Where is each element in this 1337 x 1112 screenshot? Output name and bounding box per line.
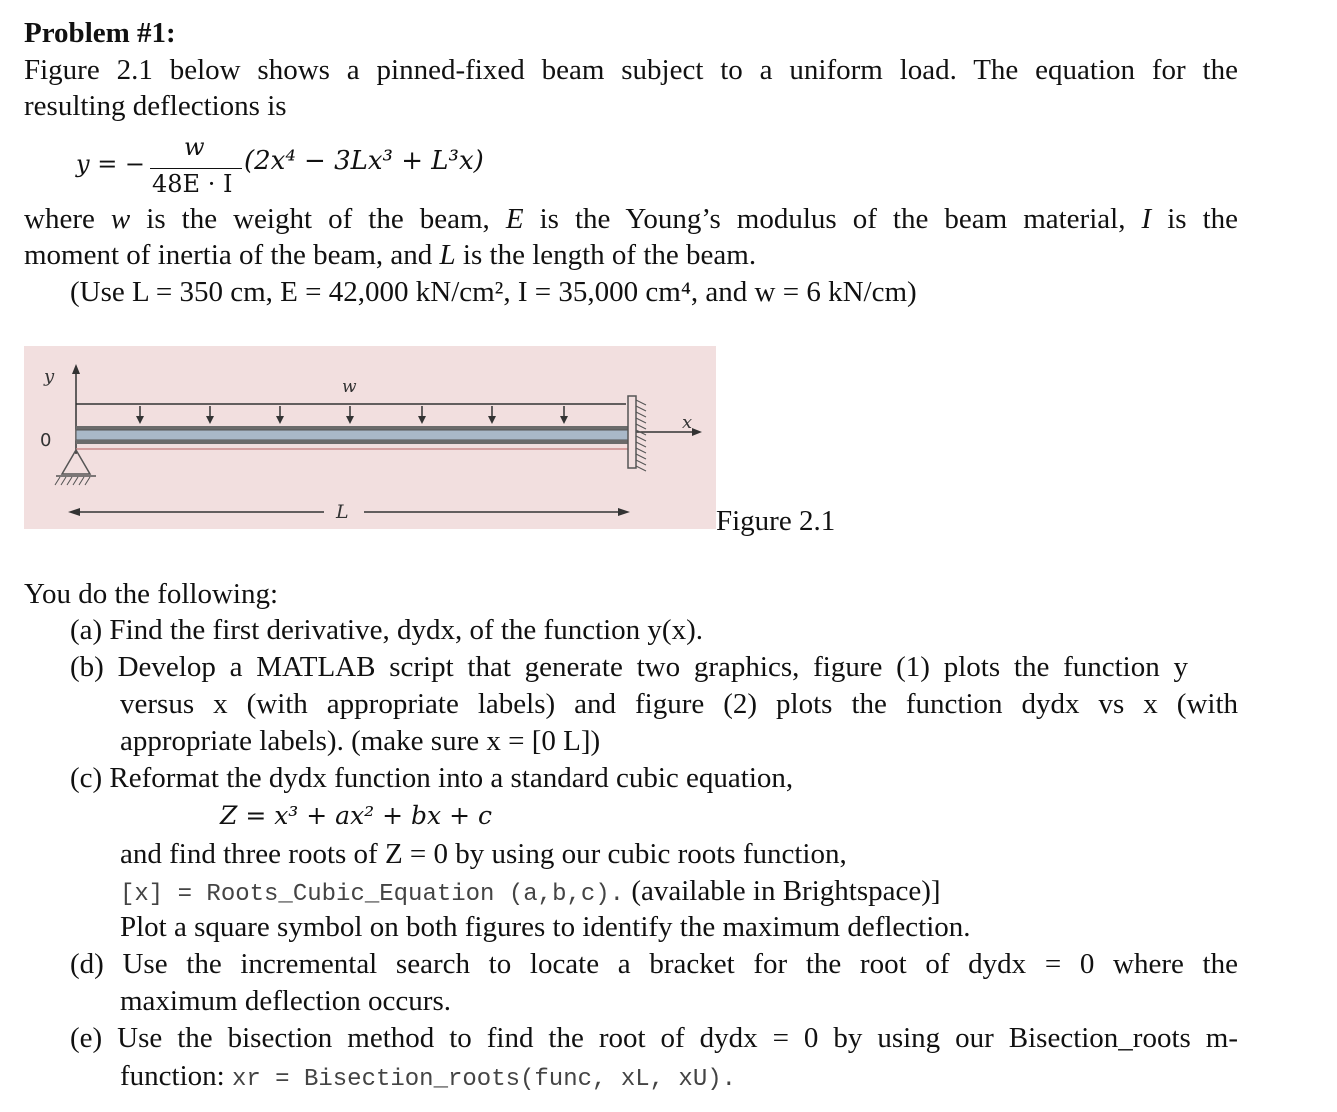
- def-text-b: is the weight of the beam,: [130, 203, 506, 235]
- intro-line-2: resulting deflections is: [24, 90, 287, 122]
- cubic-roots-code: [x] = Roots_Cubic_Equation (a,b,c).: [120, 881, 625, 908]
- load-label: w: [342, 377, 357, 397]
- fixed-wall: [628, 396, 636, 468]
- task-e-line-1: (e) Use the bisection method to find the root of dydx = 0 by using our Bisection_roots m-: [70, 1022, 1238, 1054]
- task-d-line-2: maximum deflection occurs.: [120, 985, 451, 1017]
- def-var-l: L: [439, 239, 456, 271]
- task-c-code-line: [120, 873, 941, 913]
- task-e-text: function:: [120, 1060, 232, 1092]
- length-label: L: [336, 501, 349, 523]
- y-axis-label: y: [44, 366, 55, 387]
- def-text-d: is the: [1151, 203, 1238, 235]
- task-e-line-2: [120, 1058, 736, 1098]
- beam-web: [76, 430, 628, 440]
- origin-label: 0: [40, 430, 52, 451]
- given-values: (Use L = 350 cm, E = 42,000 kN/cm², I = 35,000 cm⁴, and w = 6 kN/cm): [70, 276, 917, 308]
- fraction-bar: [150, 168, 242, 169]
- intro-line-1: Figure 2.1 below shows a pinned-fixed beam subject to a uniform load. The equation for the: [24, 54, 1238, 86]
- task-c-line-2: and find three roots of Z = 0 by using our cubic roots function,: [120, 838, 847, 870]
- def-text-c: is the Young’s modulus of the beam material,: [523, 203, 1142, 235]
- task-c-line-3: Plot a square symbol on both figures to identify the maximum deflection.: [120, 911, 971, 943]
- beam-figure: [24, 346, 716, 529]
- beam-bottom-flange: [76, 440, 628, 444]
- equation-body: (2x⁴ − 3Lx³ + L³x): [244, 146, 484, 176]
- def-var-w: w: [110, 203, 131, 235]
- task-b-line-3: appropriate labels). (make sure x = [0 L]): [120, 725, 601, 757]
- cubic-roots-note: (available in Brightspace)]: [624, 875, 941, 907]
- definitions-line-2: [24, 237, 756, 273]
- task-a: (a) Find the first derivative, dydx, of the function y(x).: [70, 614, 704, 646]
- def-var-i: I: [1141, 203, 1152, 235]
- def-text-f: is the length of the beam.: [455, 239, 757, 271]
- def-var-e: E: [505, 203, 524, 235]
- tasks-intro: You do the following:: [24, 578, 279, 610]
- bisection-code: xr = Bisection_roots(func, xL, xU).: [231, 1066, 737, 1093]
- x-axis-label: x: [682, 412, 693, 433]
- task-b-line-1: (b) Develop a MATLAB script that generate two graphics, figure (1) plots the function y: [70, 651, 1188, 683]
- equation-denominator: 48E · I: [152, 170, 233, 198]
- cubic-equation: Z = x³ + ax² + bx + c: [220, 801, 492, 830]
- beam-diagram: [24, 346, 716, 529]
- def-text-e: moment of inertia of the beam, and: [24, 239, 440, 271]
- task-b-line-2: versus x (with appropriate labels) and figure (2) plots the function dydx vs x (with: [120, 688, 1238, 720]
- task-c-line-1: (c) Reformat the dydx function into a standard cubic equation,: [70, 762, 794, 794]
- def-text-a: where: [24, 203, 111, 235]
- equation-numerator: w: [184, 133, 205, 161]
- task-d-line-1: (d) Use the incremental search to locate a bracket for the root of dydx = 0 where the: [70, 948, 1238, 980]
- problem-title: Problem #1:: [24, 17, 176, 49]
- equation-lhs: y = −: [76, 150, 146, 178]
- figure-caption: Figure 2.1: [716, 505, 836, 537]
- beam-top-flange: [76, 426, 628, 430]
- definitions-line-1: [24, 201, 1238, 237]
